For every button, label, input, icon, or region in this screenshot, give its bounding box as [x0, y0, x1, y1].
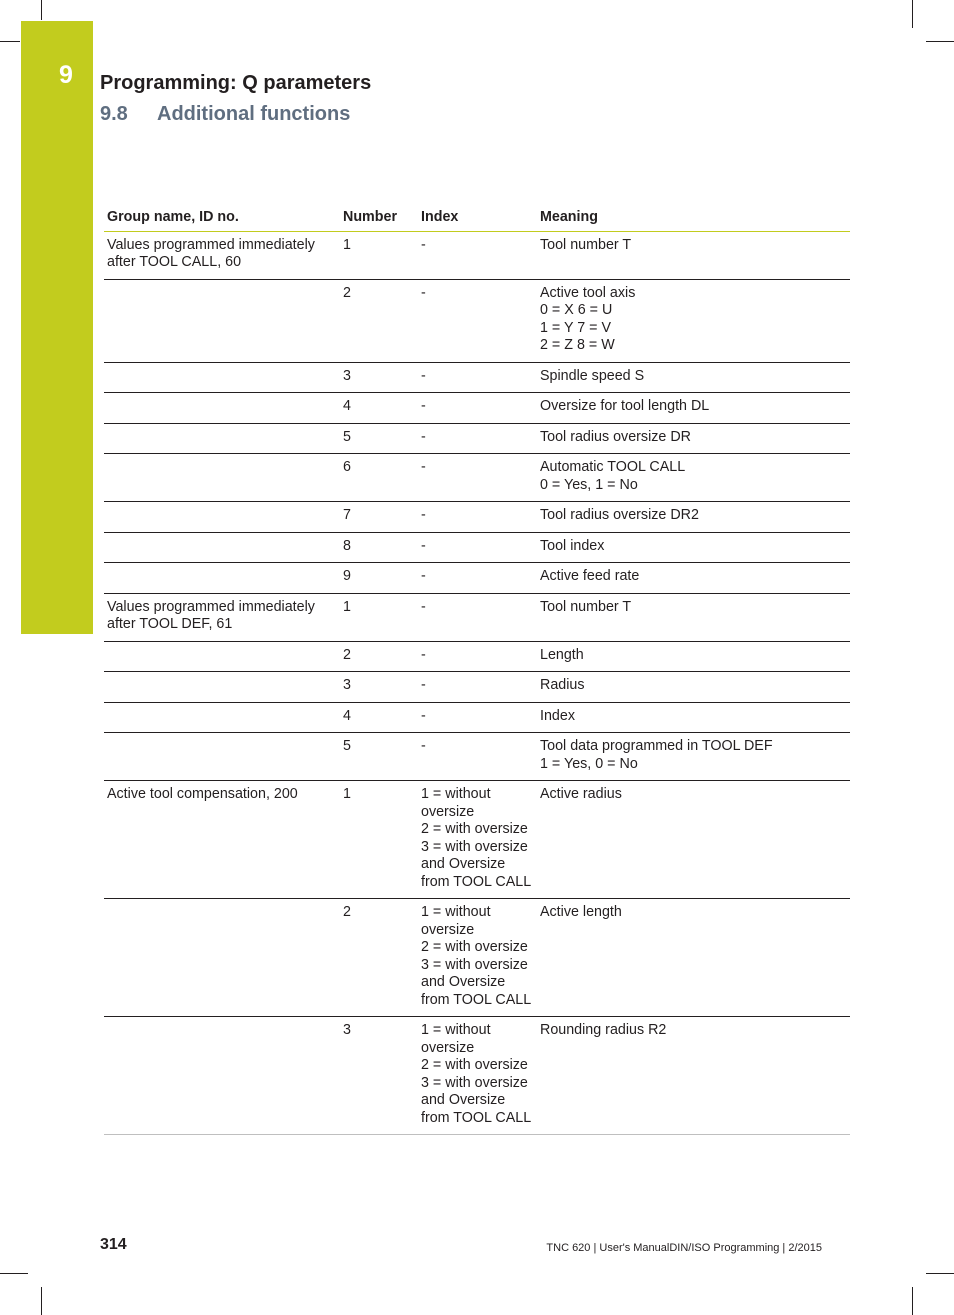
table-row — [104, 532, 850, 563]
table-row — [104, 593, 850, 641]
cell-group — [104, 393, 340, 424]
cell-index: - — [418, 641, 537, 672]
cell-index: - — [418, 393, 537, 424]
cell-index: - — [418, 733, 537, 781]
table-row — [104, 231, 850, 279]
cell-group — [104, 641, 340, 672]
cell-number: 4 — [340, 393, 418, 424]
cell-meaning: Tool index — [537, 532, 850, 563]
cell-group — [104, 502, 340, 533]
cell-group — [104, 532, 340, 563]
cell-meaning: Automatic TOOL CALL 0 = Yes, 1 = No — [537, 454, 850, 502]
cell-group: Active tool compensation, 200 — [104, 781, 340, 899]
cell-index: - — [418, 231, 537, 279]
header-meaning: Meaning — [537, 206, 850, 231]
cell-number: 6 — [340, 454, 418, 502]
chapter-tab: 9 — [21, 21, 93, 634]
crop-mark — [926, 1273, 954, 1274]
cell-index: - — [418, 672, 537, 703]
crop-mark — [912, 0, 913, 28]
cell-group — [104, 454, 340, 502]
crop-mark — [0, 1273, 28, 1274]
cell-meaning: Rounding radius R2 — [537, 1017, 850, 1135]
header-group-name: Group name, ID no. — [104, 206, 340, 231]
table-body — [104, 231, 850, 1135]
crop-mark — [912, 1287, 913, 1315]
header-index: Index — [418, 206, 537, 231]
table-row — [104, 502, 850, 533]
table-row — [104, 781, 850, 899]
table-row — [104, 1017, 850, 1135]
cell-number: 5 — [340, 423, 418, 454]
cell-meaning: Active tool axis 0 = X 6 = U 1 = Y 7 = V 2 = Z 8 = W — [537, 279, 850, 362]
table-row — [104, 279, 850, 362]
cell-group — [104, 563, 340, 594]
cell-index: 1 = without oversize 2 = with oversize 3 = with oversize and Oversize from TOOL CALL — [418, 899, 537, 1017]
table-row — [104, 454, 850, 502]
cell-group — [104, 362, 340, 393]
cell-number: 3 — [340, 362, 418, 393]
cell-meaning: Active length — [537, 899, 850, 1017]
cell-meaning: Tool number T — [537, 593, 850, 641]
cell-number: 5 — [340, 733, 418, 781]
cell-group: Values programmed immediately after TOOL CALL, 60 — [104, 231, 340, 279]
cell-meaning: Index — [537, 702, 850, 733]
footer-text: TNC 620 | User's ManualDIN/ISO Programming | 2/2015 — [546, 1242, 822, 1254]
cell-index: - — [418, 362, 537, 393]
cell-index: - — [418, 502, 537, 533]
cell-number: 2 — [340, 899, 418, 1017]
cell-index: - — [418, 702, 537, 733]
cell-number: 3 — [340, 1017, 418, 1135]
cell-index: - — [418, 563, 537, 594]
q-parameter-table — [104, 206, 850, 1135]
cell-group — [104, 733, 340, 781]
section-number: 9.8 — [100, 103, 128, 125]
table-row — [104, 641, 850, 672]
crop-mark — [41, 0, 42, 20]
cell-index: 1 = without oversize 2 = with oversize 3 = with oversize and Oversize from TOOL CALL — [418, 781, 537, 899]
cell-index: - — [418, 423, 537, 454]
chapter-title: Programming: Q parameters — [100, 72, 372, 94]
table-row — [104, 423, 850, 454]
cell-index: - — [418, 454, 537, 502]
table-row — [104, 393, 850, 424]
cell-meaning: Active radius — [537, 781, 850, 899]
cell-group — [104, 1017, 340, 1135]
table-row — [104, 672, 850, 703]
table-header-row — [104, 206, 850, 231]
table-row — [104, 702, 850, 733]
cell-number: 8 — [340, 532, 418, 563]
cell-number: 4 — [340, 702, 418, 733]
cell-group — [104, 899, 340, 1017]
crop-mark — [926, 41, 954, 42]
cell-meaning: Oversize for tool length DL — [537, 393, 850, 424]
section-title-text: Additional functions — [157, 103, 351, 125]
table-row — [104, 563, 850, 594]
cell-meaning: Tool radius oversize DR — [537, 423, 850, 454]
cell-meaning: Tool radius oversize DR2 — [537, 502, 850, 533]
table-row — [104, 733, 850, 781]
header-number: Number — [340, 206, 418, 231]
cell-index: - — [418, 279, 537, 362]
cell-number: 2 — [340, 641, 418, 672]
cell-meaning: Tool number T — [537, 231, 850, 279]
cell-meaning: Tool data programmed in TOOL DEF 1 = Yes, 0 = No — [537, 733, 850, 781]
cell-number: 7 — [340, 502, 418, 533]
cell-number: 2 — [340, 279, 418, 362]
cell-group: Values programmed immediately after TOOL DEF, 61 — [104, 593, 340, 641]
cell-index: - — [418, 532, 537, 563]
table-row — [104, 899, 850, 1017]
cell-number: 9 — [340, 563, 418, 594]
crop-mark — [0, 41, 20, 42]
cell-number: 1 — [340, 593, 418, 641]
cell-group — [104, 279, 340, 362]
section-title — [100, 103, 350, 126]
cell-group — [104, 672, 340, 703]
cell-group — [104, 423, 340, 454]
cell-number: 1 — [340, 231, 418, 279]
page-number: 314 — [100, 1236, 127, 1253]
cell-meaning: Spindle speed S — [537, 362, 850, 393]
cell-index: - — [418, 593, 537, 641]
cell-index: 1 = without oversize 2 = with oversize 3 = with oversize and Oversize from TOOL CALL — [418, 1017, 537, 1135]
crop-mark — [41, 1287, 42, 1315]
table-row — [104, 362, 850, 393]
cell-meaning: Length — [537, 641, 850, 672]
cell-number: 1 — [340, 781, 418, 899]
cell-number: 3 — [340, 672, 418, 703]
cell-meaning: Active feed rate — [537, 563, 850, 594]
cell-group — [104, 702, 340, 733]
cell-meaning: Radius — [537, 672, 850, 703]
